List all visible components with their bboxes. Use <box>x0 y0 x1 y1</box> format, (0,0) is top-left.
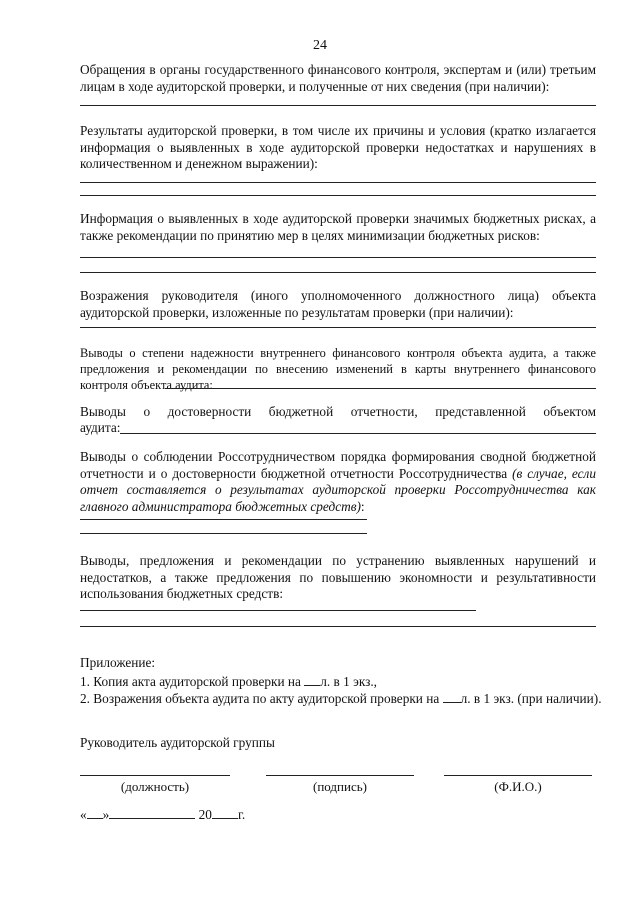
pages-count-field[interactable] <box>443 690 461 703</box>
pages-count-field[interactable] <box>304 673 320 686</box>
close-quote: » <box>102 807 110 822</box>
section-risks: Информация о выявленных в ходе аудиторской проверки значимых бюджетных рисках, а также рекомендации по принятию мер в целях минимизации бюджетных рисков: <box>80 211 596 243</box>
appendix-title: Приложение: <box>80 655 156 670</box>
fill-line[interactable] <box>80 610 476 611</box>
group-head-title: Руководитель аудиторской группы <box>80 735 275 750</box>
date-line <box>80 806 245 823</box>
signature-label: (подпись) <box>313 779 367 794</box>
fill-line[interactable] <box>120 433 596 434</box>
appendix-item-2-tail: л. в 1 экз. (при наличии). <box>460 691 602 706</box>
appendix-item-1 <box>80 673 377 690</box>
appendix-item-2 <box>80 690 602 707</box>
page-number: 24 <box>313 38 327 53</box>
section-proposals: Выводы, предложения и рекомендации по устранению выявленных нарушений и недостатков, а также предложения по повышению экономности и результативности использования бюджетных средств: <box>80 553 596 601</box>
name-line[interactable] <box>444 775 592 776</box>
year-field[interactable] <box>212 806 238 819</box>
fill-line[interactable] <box>80 533 367 534</box>
appendix-item-2-text: 2. Возражения объекта аудита по акту аудиторской проверки на <box>80 691 443 706</box>
position-label: (должность) <box>120 779 190 794</box>
fill-line[interactable] <box>80 257 596 258</box>
section-results: Результаты аудиторской проверки, в том числе их причины и условия (кратко излагается информация о выявленных в ходе аудиторской проверки недостатках и нарушениях в количественном и денежном выражении): <box>80 123 596 171</box>
fill-line[interactable] <box>80 182 596 183</box>
fill-line[interactable] <box>80 105 596 106</box>
section-reporting-line2: аудита: <box>80 420 121 435</box>
year-prefix: 20 <box>198 807 212 822</box>
fill-line[interactable] <box>80 519 367 520</box>
section-objections: Возражения руководителя (иного уполномоченного должностного лица) объекта аудиторской проверки, изложенные по результатам проверки (при наличии): <box>80 288 596 320</box>
section-reliability-control <box>80 345 596 393</box>
fill-line[interactable] <box>80 195 596 196</box>
section-compliance-end: : <box>360 498 365 514</box>
day-field[interactable] <box>87 806 103 819</box>
section-appeals: Обращения в органы государственного финансового контроля, экспертам и (или) третьим лицам в ходе аудиторской проверки, и полученные от них сведения (при наличии): <box>80 62 596 94</box>
position-line[interactable] <box>80 775 230 776</box>
signature-line[interactable] <box>266 775 414 776</box>
year-suffix: г. <box>237 807 246 822</box>
name-label: (Ф.И.О.) <box>494 779 542 794</box>
open-quote: « <box>80 807 87 822</box>
section-reporting-line1: Выводы о достоверности бюджетной отчетности, представленной объектом <box>80 404 596 419</box>
section-compliance-note: (в случае, если отчет составляется о результатах аудиторской проверки Россотрудничества как главного администратора бюджетных средств) <box>80 465 596 514</box>
fill-line[interactable] <box>165 388 596 389</box>
appendix-item-1-text: 1. Копия акта аудиторской проверки на <box>80 674 305 689</box>
month-field[interactable] <box>109 806 195 819</box>
appendix-item-1-tail: л. в 1 экз., <box>320 674 378 689</box>
fill-line[interactable] <box>80 626 596 627</box>
section-compliance <box>80 449 596 515</box>
fill-line[interactable] <box>80 327 596 328</box>
section-compliance-text: Выводы о соблюдении Россотрудничеством порядка формирования сводной бюджетной отчетности и о достоверности бюджетной отчетности Россотрудничества <box>80 449 596 481</box>
fill-line[interactable] <box>80 272 596 273</box>
section-reliability-control-text: Выводы о степени надежности внутреннего финансового контроля объекта аудита, а также предложения и рекомендации по внесению изменений в карты внутреннего финансового контроля объекта аудита: <box>80 346 596 392</box>
